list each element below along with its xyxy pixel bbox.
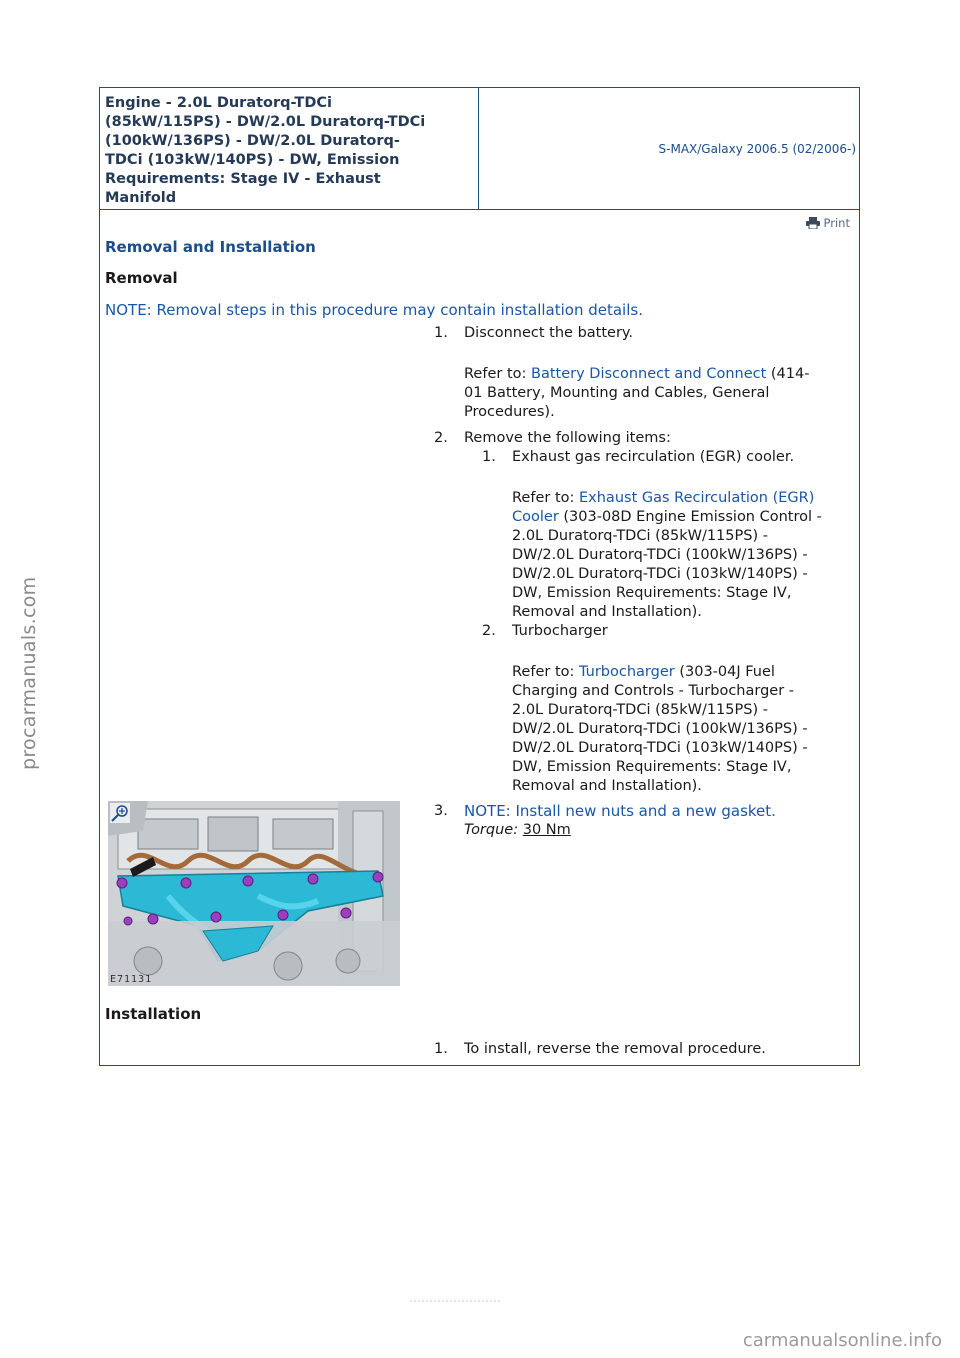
step-text: Disconnect the battery. (464, 325, 634, 341)
manifold-illustration (108, 801, 400, 986)
header-row (100, 88, 859, 210)
title-line: Manifold (105, 190, 177, 206)
vehicle-label: S-MAX/Galaxy 2006.5 (02/2006-) (658, 141, 856, 156)
refer-prefix: Refer to: (464, 366, 531, 382)
torque-label: Torque: (464, 822, 519, 838)
zoom-icon[interactable] (110, 803, 130, 823)
refer-text: Charging and Controls - Turbocharger - (512, 683, 795, 699)
step-text: Remove the following items: (464, 430, 671, 446)
refer-text: DW, Emission Requirements: Stage IV, (512, 759, 792, 775)
procedure-title (100, 88, 479, 209)
turbocharger-link[interactable]: Turbocharger (579, 664, 675, 680)
title-line: Engine - 2.0L Duratorq-TDCi (105, 95, 332, 111)
refer-text: (303-04J Fuel (679, 664, 775, 680)
step-note: NOTE: Install new nuts and a new gasket. (464, 802, 776, 820)
exhaust-manifold-figure[interactable] (108, 801, 400, 986)
title-line: (100kW/136PS) - DW/2.0L Duratorq- (105, 133, 400, 149)
sub-item-number: 1. (482, 449, 496, 465)
refer-text: Procedures). (464, 404, 555, 420)
refer-text: DW/2.0L Duratorq-TDCi (100kW/136PS) - (512, 547, 808, 563)
refer-prefix: Refer to: (512, 490, 579, 506)
bottom-watermark: carmanualsonline.info (742, 1330, 942, 1351)
step-number: 2. (434, 430, 448, 446)
refer-text: DW/2.0L Duratorq-TDCi (103kW/140PS) - (512, 566, 808, 582)
procedure-frame (99, 87, 860, 1066)
refer-text: (303-08D Engine Emission Control - (563, 509, 822, 525)
step-number: 3. (434, 803, 448, 819)
title-line: TDCi (103kW/140PS) - DW, Emission (105, 152, 400, 168)
sub-item-text: Exhaust gas recirculation (EGR) cooler. (512, 449, 795, 465)
refer-text: Removal and Installation). (512, 778, 702, 794)
egr-cooler-link[interactable]: Cooler (512, 509, 559, 525)
sub-item-text: Turbocharger (512, 623, 608, 639)
figure-id: E71131 (110, 974, 153, 985)
refer-text: DW/2.0L Duratorq-TDCi (100kW/136PS) - (512, 721, 808, 737)
step-number: 1. (434, 1041, 448, 1057)
footer-decoration (410, 1300, 500, 1310)
refer-text: 2.0L Duratorq-TDCi (85kW/115PS) - (512, 528, 768, 544)
title-line: (85kW/115PS) - DW/2.0L Duratorq-TDCi (105, 114, 426, 130)
removal-note: NOTE: Removal steps in this procedure may contain installation details. (105, 301, 643, 319)
refer-prefix: Refer to: (512, 664, 579, 680)
step-text: To install, reverse the removal procedure. (464, 1041, 766, 1057)
refer-text: Removal and Installation). (512, 604, 702, 620)
print-label[interactable]: Print (823, 216, 850, 230)
refer-text: 2.0L Duratorq-TDCi (85kW/115PS) - (512, 702, 768, 718)
sub-item-egr-cooler (464, 448, 844, 622)
title-line: Requirements: Stage IV - Exhaust (105, 171, 381, 187)
refer-text: 01 Battery, Mounting and Cables, General (464, 385, 770, 401)
side-watermark: procarmanuals.com (18, 576, 40, 770)
refer-text: DW, Emission Requirements: Stage IV, (512, 585, 792, 601)
installation-heading: Installation (105, 1005, 202, 1023)
refer-text: DW/2.0L Duratorq-TDCi (103kW/140PS) - (512, 740, 808, 756)
sub-item-number: 2. (482, 623, 496, 639)
refer-text: (414- (770, 366, 810, 382)
vehicle-applicability (480, 88, 859, 209)
battery-disconnect-link[interactable]: Battery Disconnect and Connect (531, 366, 767, 382)
removal-heading: Removal (105, 269, 178, 287)
printer-icon (806, 217, 820, 229)
section-title: Removal and Installation (105, 238, 316, 256)
sub-item-turbocharger (464, 622, 844, 796)
egr-cooler-link[interactable]: Exhaust Gas Recirculation (EGR) (579, 490, 815, 506)
step-number: 1. (434, 325, 448, 341)
print-button[interactable] (806, 216, 850, 230)
torque-value: 30 Nm (522, 822, 571, 838)
